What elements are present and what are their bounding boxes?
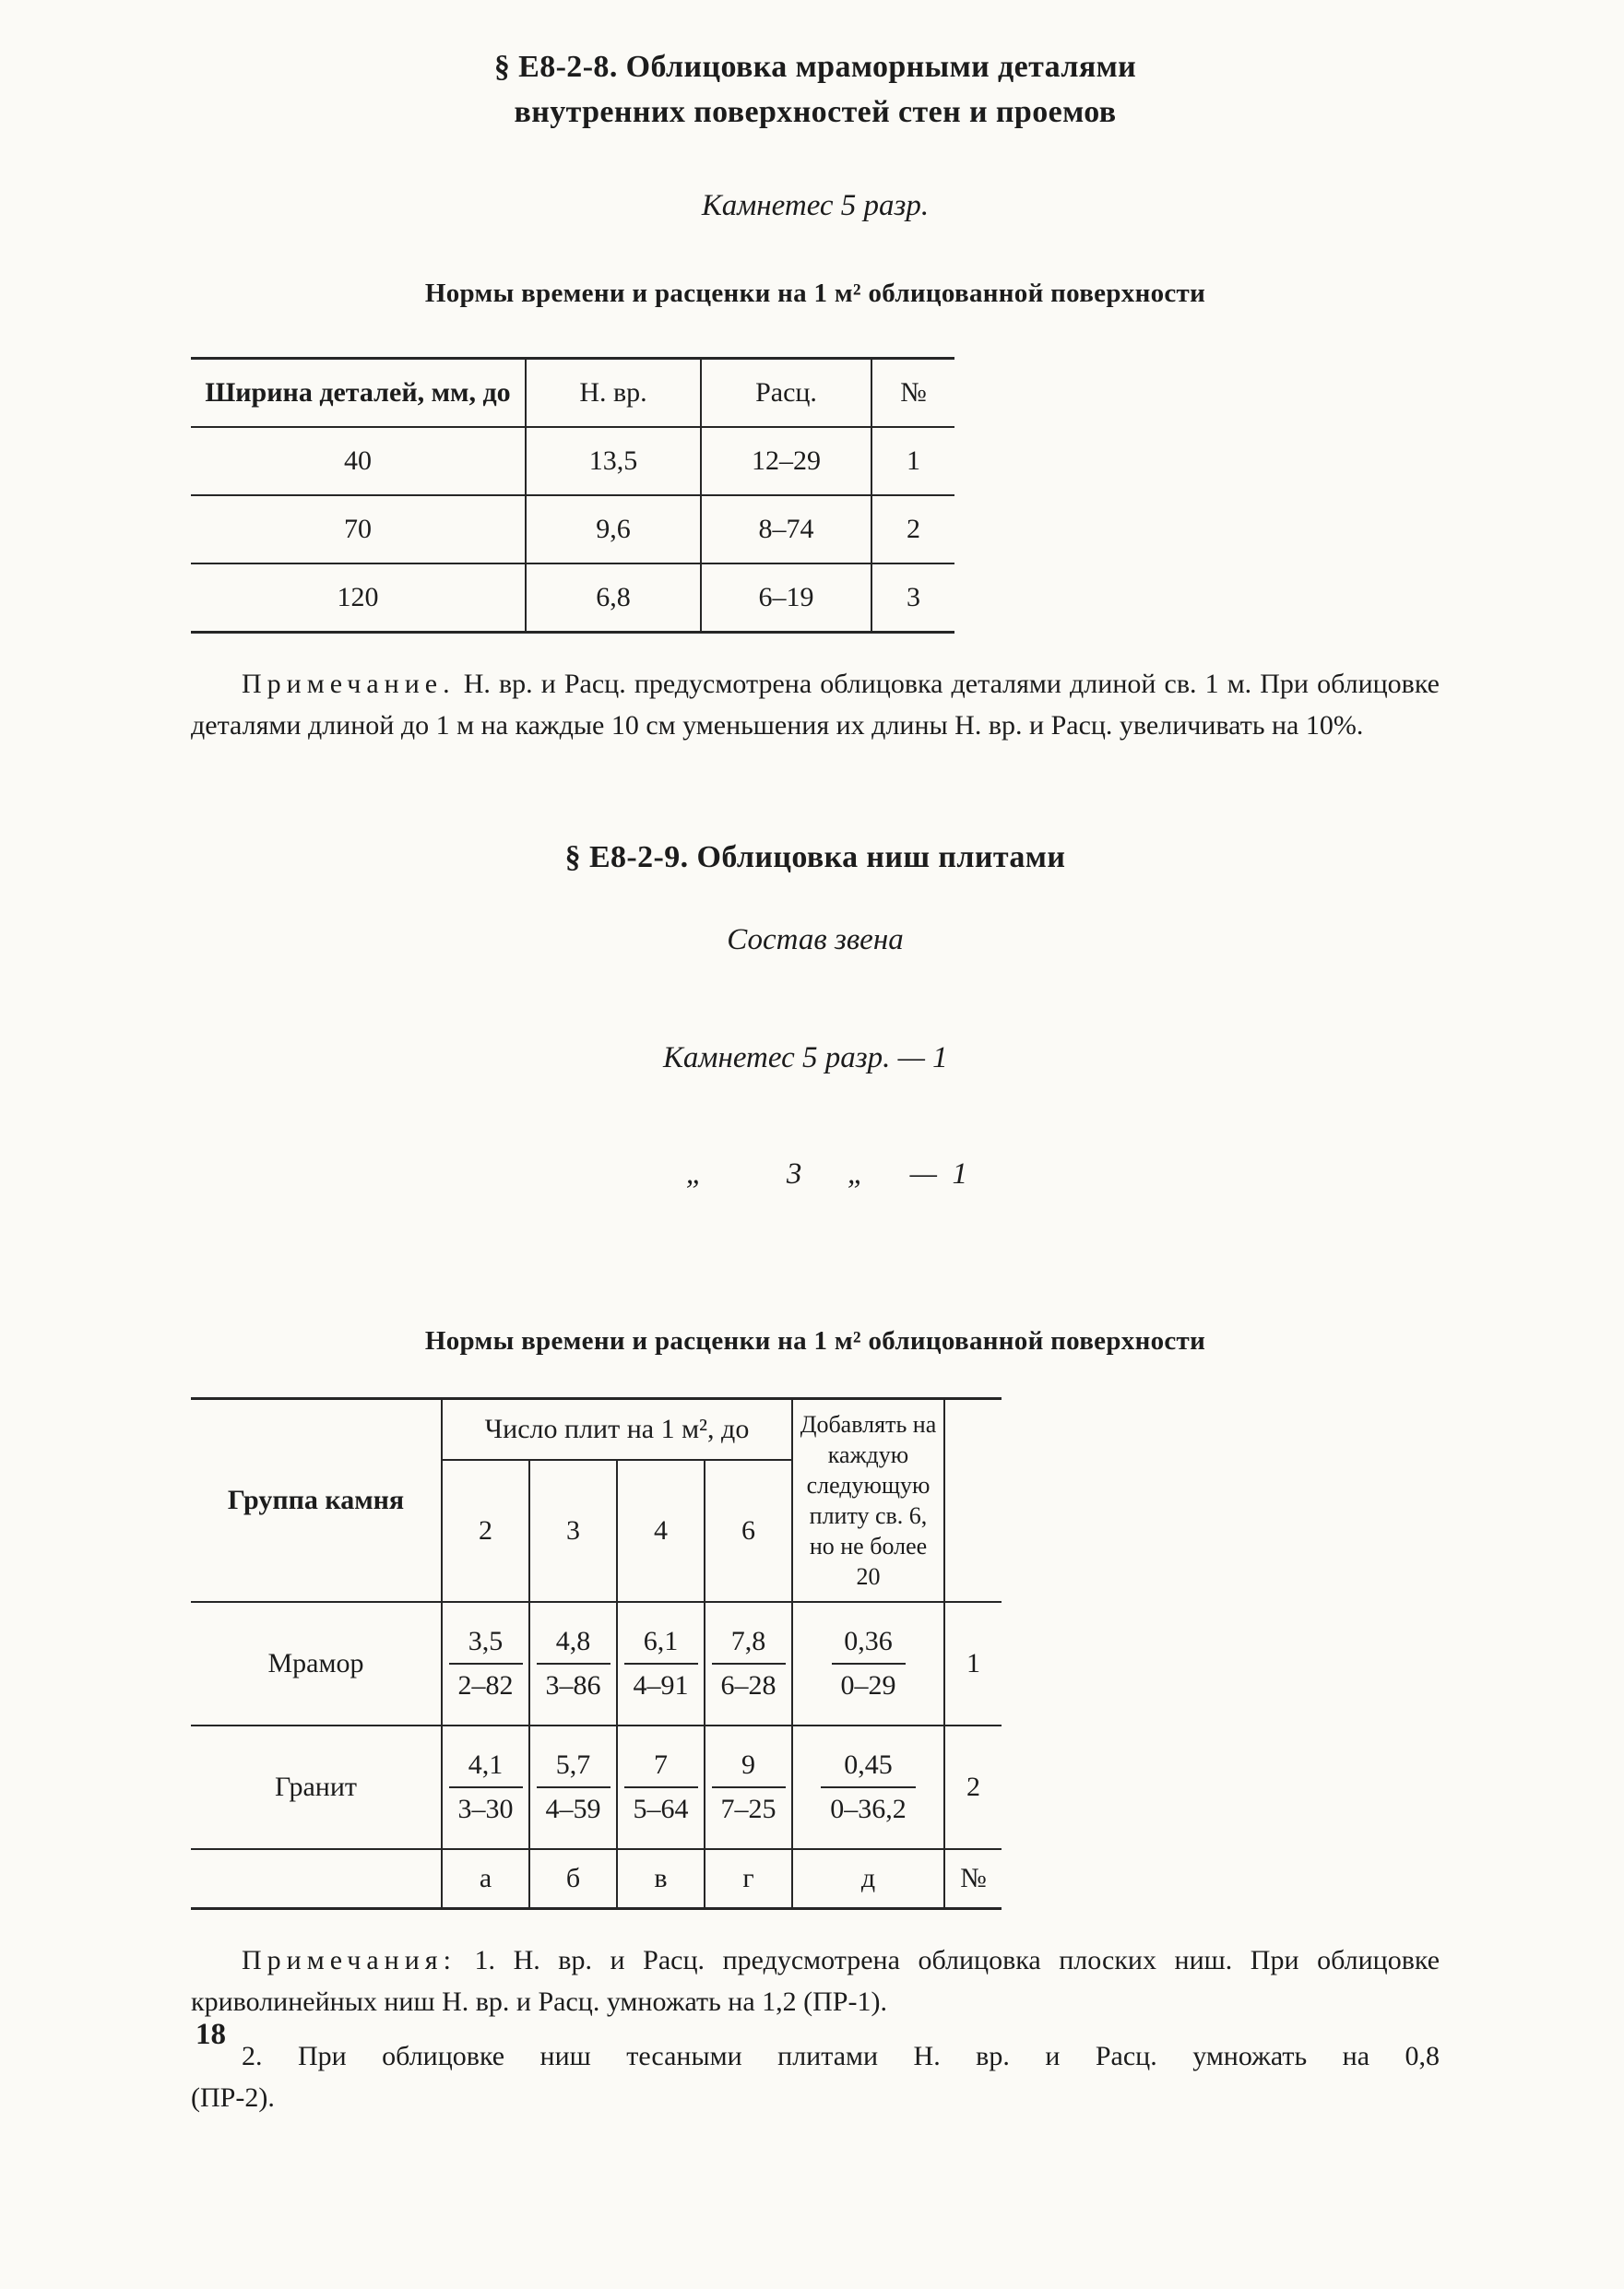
- fraction-denominator: 4–59: [545, 1793, 601, 1824]
- row-label: Мрамор: [191, 1602, 442, 1726]
- cell-width: 40: [191, 427, 526, 495]
- note-label: Примечание.: [242, 668, 456, 699]
- table-footer-row: [191, 1849, 1002, 1909]
- subcol-3: 3: [529, 1460, 617, 1601]
- page-number: 18: [196, 2018, 226, 2051]
- fraction-denominator: 0–29: [840, 1669, 896, 1701]
- cell-width: 120: [191, 563, 526, 633]
- fraction-numerator: 7,8: [712, 1626, 786, 1665]
- section1-note: [191, 663, 1440, 746]
- cell-fraction: [705, 1726, 792, 1849]
- section2-note-1: [191, 1939, 1440, 2022]
- footer-letter-a: а: [442, 1849, 529, 1909]
- section1-title-line1: § Е8-2-8. Облицовка мраморными деталями: [493, 50, 1137, 84]
- footer-empty: [191, 1849, 442, 1909]
- cell-fraction: [442, 1726, 529, 1849]
- table-row-marble: [191, 1602, 1002, 1726]
- notes-label: Примечания:: [242, 1944, 456, 1975]
- cell-rate: 12–29: [701, 427, 871, 495]
- cell-fraction: [529, 1726, 617, 1849]
- footer-letter-g: г: [705, 1849, 792, 1909]
- col-header-rate: Расц.: [701, 358, 871, 427]
- table-row-granite: [191, 1726, 1002, 1849]
- table-row: [191, 563, 954, 633]
- fraction-numerator: 3,5: [449, 1626, 523, 1665]
- col-header-time: Н. вр.: [526, 358, 701, 427]
- cell-fraction: [792, 1726, 944, 1849]
- cell-fraction: [529, 1602, 617, 1726]
- fraction-denominator: 4–91: [633, 1669, 689, 1701]
- cell-row-number: 1: [944, 1602, 1002, 1726]
- fraction-numerator: 4,8: [537, 1626, 610, 1665]
- fraction: [624, 1749, 698, 1825]
- col-header-stone-group: Группа камня: [191, 1398, 442, 1602]
- note-text: Н. вр. и Расц. предусмотрена облицовка деталями длиной св. 1 м. При облицовке деталями длиной до 1 м на каждые 10 см уменьшения их длины Н. вр. и Расц. увеличивать на 10%.: [191, 668, 1440, 741]
- fraction: [449, 1749, 523, 1825]
- subcol-6: 6: [705, 1460, 792, 1601]
- note-text: 1. Н. вр. и Расц. предусмотрена облицовка плоских ниш. При облицовке криволинейных ниш Н. вр. и Расц. умножать на 1,2 (ПР-1).: [191, 1944, 1440, 2017]
- fraction-numerator: 0,36: [832, 1626, 906, 1665]
- fraction-denominator: 3–86: [545, 1669, 601, 1701]
- fraction: [449, 1626, 523, 1702]
- fraction-denominator: 0–36,2: [830, 1793, 907, 1824]
- cell-fraction: [705, 1602, 792, 1726]
- section1-norms-table: [191, 357, 954, 634]
- table-header-row: [191, 1398, 1002, 1460]
- cell-fraction: [617, 1726, 705, 1849]
- fraction-numerator: 6,1: [624, 1626, 698, 1665]
- col-header-plates-per-m2: Число плит на 1 м², до: [442, 1398, 792, 1460]
- fraction-numerator: 9: [712, 1749, 786, 1788]
- cell-rate: 6–19: [701, 563, 871, 633]
- cell-width: 70: [191, 495, 526, 563]
- cell-rate: 8–74: [701, 495, 871, 563]
- cell-time: 9,6: [526, 495, 701, 563]
- section1-title: [191, 44, 1440, 136]
- fraction-denominator: 6–28: [720, 1669, 776, 1701]
- cell-time: 6,8: [526, 563, 701, 633]
- cell-time: 13,5: [526, 427, 701, 495]
- fraction: [712, 1626, 786, 1702]
- crew-line-2: „ 3 „ — 1: [662, 1156, 968, 1191]
- fraction-denominator: 7–25: [720, 1793, 776, 1824]
- col-header-width: Ширина деталей, мм, до: [191, 358, 526, 427]
- section1-worker-grade: Камнетес 5 разр.: [701, 188, 930, 222]
- fraction-numerator: 5,7: [537, 1749, 610, 1788]
- note-text-line2: (ПР-2).: [191, 2081, 275, 2113]
- section2-table-caption: Нормы времени и расценки на 1 м² облицованной поверхности: [424, 1325, 1206, 1356]
- cell-fraction: [617, 1602, 705, 1726]
- section2-title: § Е8-2-9. Облицовка ниш плитами: [564, 839, 1066, 874]
- fraction: [712, 1749, 786, 1825]
- col-header-number-empty: [944, 1398, 1002, 1602]
- row-label: Гранит: [191, 1726, 442, 1849]
- section1-title-line2: внутренних поверхностей стен и проемов: [514, 95, 1117, 130]
- cell-row-number: 2: [944, 1726, 1002, 1849]
- section2-note-2: [191, 2035, 1440, 2118]
- fraction: [624, 1626, 698, 1702]
- crew-line-1: Камнетес 5 разр. — 1: [662, 1040, 948, 1074]
- crew-title: Состав звена: [727, 922, 904, 956]
- fraction-denominator: 2–82: [457, 1669, 514, 1701]
- footer-number-sign: №: [944, 1849, 1002, 1909]
- crew-lines: [663, 961, 967, 1271]
- fraction: [537, 1749, 610, 1825]
- footer-letter-b: б: [529, 1849, 617, 1909]
- col-header-add-per-plate: Добавлять на каждую следующую плиту св. 6, но не более 20: [792, 1398, 944, 1602]
- note-text-line1: 2. При облицовке ниш тесаными плитами Н. вр. и Расц. умножать на 0,8: [242, 2040, 1440, 2071]
- table-header-row: [191, 358, 954, 427]
- cell-fraction: [442, 1602, 529, 1726]
- footer-letter-v: в: [617, 1849, 705, 1909]
- cell-number: 3: [871, 563, 954, 633]
- crew-composition: [191, 920, 1440, 1271]
- fraction-denominator: 3–30: [457, 1793, 514, 1824]
- subcol-4: 4: [617, 1460, 705, 1601]
- section2-norms-table: [191, 1397, 1002, 1910]
- subcol-2: 2: [442, 1460, 529, 1601]
- fraction-denominator: 5–64: [633, 1793, 689, 1824]
- cell-number: 2: [871, 495, 954, 563]
- fraction-numerator: 0,45: [821, 1749, 916, 1788]
- col-header-number: №: [871, 358, 954, 427]
- fraction: [537, 1626, 610, 1702]
- table-row: [191, 427, 954, 495]
- footer-letter-d: д: [792, 1849, 944, 1909]
- fraction: [832, 1626, 906, 1702]
- fraction: [821, 1749, 916, 1825]
- section1-table-caption: Нормы времени и расценки на 1 м² облицованной поверхности: [424, 278, 1206, 308]
- fraction-numerator: 7: [624, 1749, 698, 1788]
- cell-number: 1: [871, 427, 954, 495]
- table-row: [191, 495, 954, 563]
- fraction-numerator: 4,1: [449, 1749, 523, 1788]
- cell-fraction: [792, 1602, 944, 1726]
